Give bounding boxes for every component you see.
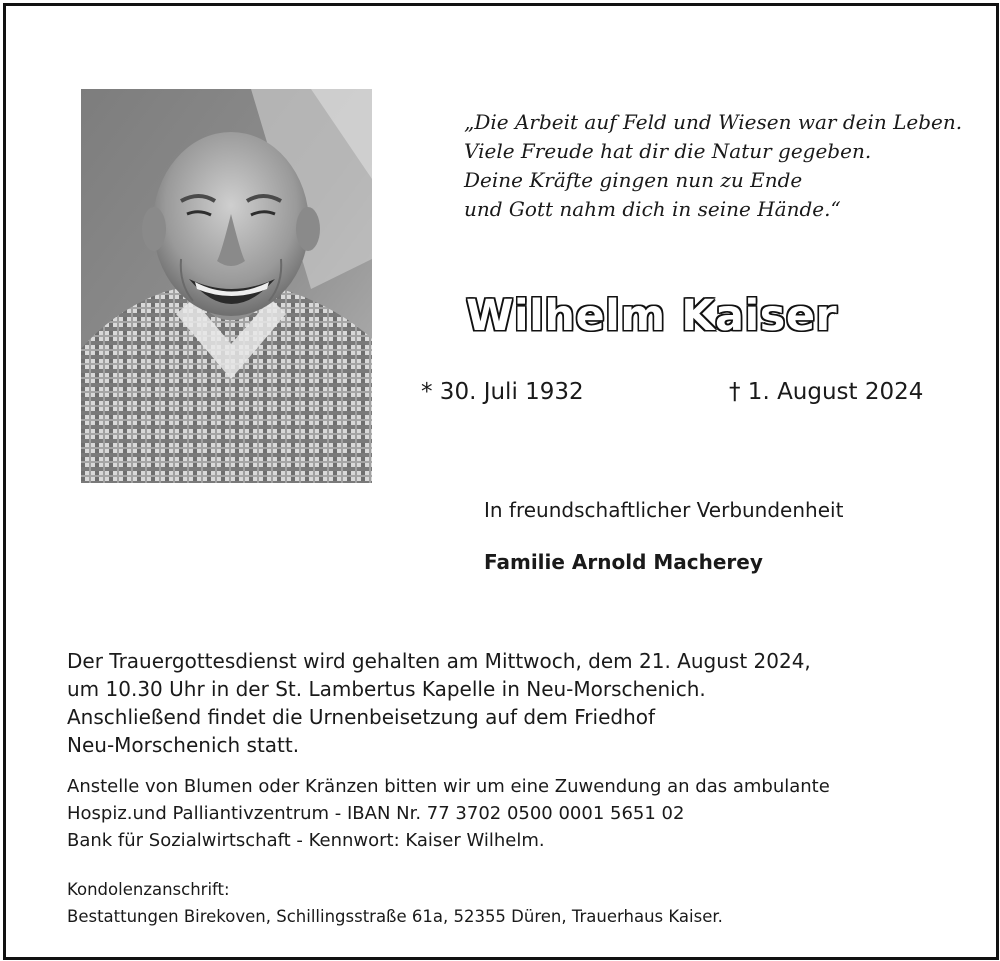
regards-text: In freundschaftlicher Verbundenheit	[484, 498, 844, 522]
service-line: Anschließend findet die Urnenbeisetzung auf dem Friedhof	[67, 705, 656, 729]
deceased-name: Wilhelm Kaiser	[466, 291, 838, 341]
death-date: † 1. August 2024	[729, 379, 924, 405]
verse-line: „Die Arbeit auf Feld und Wiesen war dein Leben.	[464, 110, 963, 134]
memorial-verse	[464, 108, 984, 224]
service-info	[67, 647, 967, 759]
verse-line: und Gott nahm dich in seine Hände.“	[464, 197, 841, 221]
service-line: Neu-Morschenich statt.	[67, 733, 300, 757]
birth-date: * 30. Juli 1932	[421, 379, 584, 405]
donation-line: Hospiz.und Palliantivzentrum - IBAN Nr. 77 3702 0500 0001 5651 02	[67, 803, 685, 824]
donation-info	[67, 773, 967, 854]
contact-line: Bestattungen Birekoven, Schillingsstraße 61a, 52355 Düren, Trauerhaus Kaiser.	[67, 907, 723, 926]
service-line: um 10.30 Uhr in der St. Lambertus Kapelle in Neu-Morschenich.	[67, 677, 706, 701]
verse-line: Viele Freude hat dir die Natur gegeben.	[464, 139, 872, 163]
condolence-address	[67, 876, 967, 930]
portrait-photo	[81, 89, 372, 483]
verse-line: Deine Kräfte gingen nun zu Ende	[464, 168, 803, 192]
contact-line: Kondolenzanschrift:	[67, 880, 230, 899]
service-line: Der Trauergottesdienst wird gehalten am Mittwoch, dem 21. August 2024,	[67, 649, 811, 673]
donation-line: Bank für Sozialwirtschaft - Kennwort: Kaiser Wilhelm.	[67, 830, 545, 851]
donation-line: Anstelle von Blumen oder Kränzen bitten wir um eine Zuwendung an das ambulante	[67, 776, 830, 797]
family-name: Familie Arnold Macherey	[484, 550, 763, 574]
